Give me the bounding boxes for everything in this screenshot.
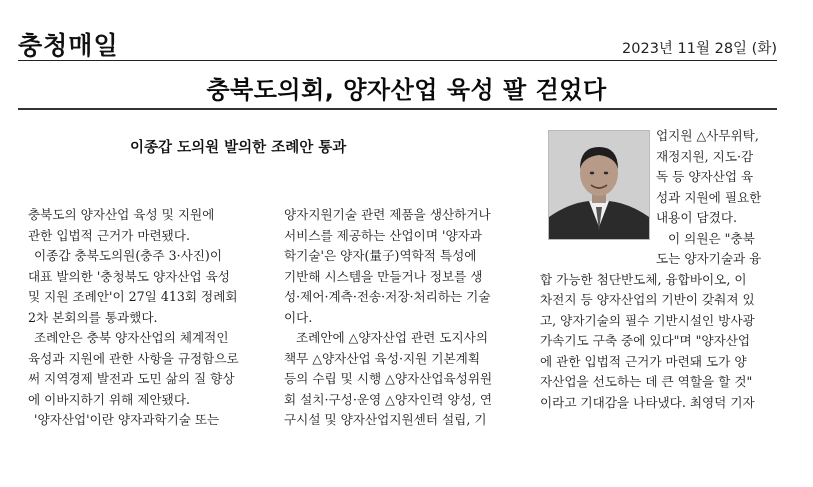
body-line: 충북도의 양자산업 육성 및 지원에 (28, 207, 215, 222)
body-line: 업지원 △사무위탁, (656, 128, 759, 143)
body-line: 성·제어·계측·전송·저장·처리하는 기술 (284, 289, 491, 304)
article-column-1 (28, 205, 260, 431)
body-line: 2차 본회의를 통과했다. (28, 309, 158, 325)
body-line: 회 설치·구성·운영 △양자인력 양성, 연 (284, 391, 493, 407)
body-line: 조례안에 △양자산업 관련 도지사의 (296, 330, 489, 345)
body-line: 및 지원 조례안'이 27일 413회 정례회 (28, 289, 238, 304)
body-line: 가속기도 구축 중에 있다"며 "양자산업 (540, 333, 751, 348)
article-headline: 충북도의회, 양자산업 육성 팔 걷었다 (206, 76, 607, 104)
body-line: 에 관한 입법적 근거가 마련돼 도가 양 (540, 353, 747, 369)
body-line: 재정지원, 지도·감 (656, 148, 754, 164)
body-line: 서비스를 제공하는 산업이며 '양자과 (284, 227, 482, 243)
body-line: 육성과 지원에 관한 사항을 규정함으로 (28, 350, 239, 366)
body-line: 관한 입법적 근거가 마련됐다. (28, 227, 190, 243)
body-line: 조례안은 충북 양자산업의 체계적인 (34, 330, 229, 345)
body-line: 이라고 기대감을 나타냈다. 최영덕 기자 (540, 394, 755, 410)
body-line: 대표 발의한 '충청북도 양자산업 육성 (28, 268, 230, 284)
body-line: 에 이바지하기 위해 제안됐다. (28, 391, 190, 407)
body-line: 구시설 및 양자산업지원센터 설립, 기 (284, 412, 487, 427)
body-line: 학기술'은 양자(量子)역학적 특성에 (284, 248, 477, 263)
body-line: 써 지역경제 발전과 도민 삶의 질 향상 (28, 371, 235, 386)
portrait-illustration (549, 131, 649, 239)
body-line: '양자산업'이란 양자과학기술 또는 (34, 412, 220, 427)
body-line: 이종갑 충북도의원(충주 3·사진)이 (34, 248, 223, 263)
headline-divider (18, 108, 777, 110)
body-line: 독 등 양자산업 육 (656, 169, 754, 184)
header-divider (18, 60, 777, 61)
article-column-3-bottom (540, 249, 780, 413)
body-line: 이 의원은 "충북 (668, 230, 755, 246)
publication-date: 2023년 11월 28일 (화) (622, 41, 777, 57)
body-line: 책무 △양자산업 육성·지원 기본계획 (284, 350, 481, 366)
body-line: 차전지 등 양자산업의 기반이 갖춰져 있 (540, 292, 755, 307)
body-line: 합 가능한 첨단반도체, 융합바이오, 이 (540, 271, 747, 287)
body-line: 고, 양자기술의 필수 기반시설인 방사광 (540, 312, 755, 328)
body-line: 기반해 시스템을 만들거나 정보를 생 (284, 268, 483, 284)
body-line: 성과 지원에 필요한 (656, 189, 762, 205)
body-line: 내용이 담겼다. (656, 210, 737, 225)
article-column-2 (284, 205, 516, 431)
body-line: 이다. (284, 309, 313, 325)
newspaper-masthead: 충청매일 (18, 31, 119, 60)
body-line: 양자지원기술 관련 제품을 생산하거나 (284, 207, 491, 222)
article-subheadline: 이종갑 도의원 발의한 조례안 통과 (130, 140, 347, 156)
body-line: 등의 수립 및 시행 △양자산업육성위원 (284, 371, 493, 386)
article-column-3-top (656, 126, 776, 249)
legislator-portrait-photo (548, 130, 650, 240)
body-line: 자산업을 선도하는 데 큰 역할을 할 것" (540, 374, 753, 389)
body-line: 도는 양자기술과 융 (656, 251, 762, 266)
